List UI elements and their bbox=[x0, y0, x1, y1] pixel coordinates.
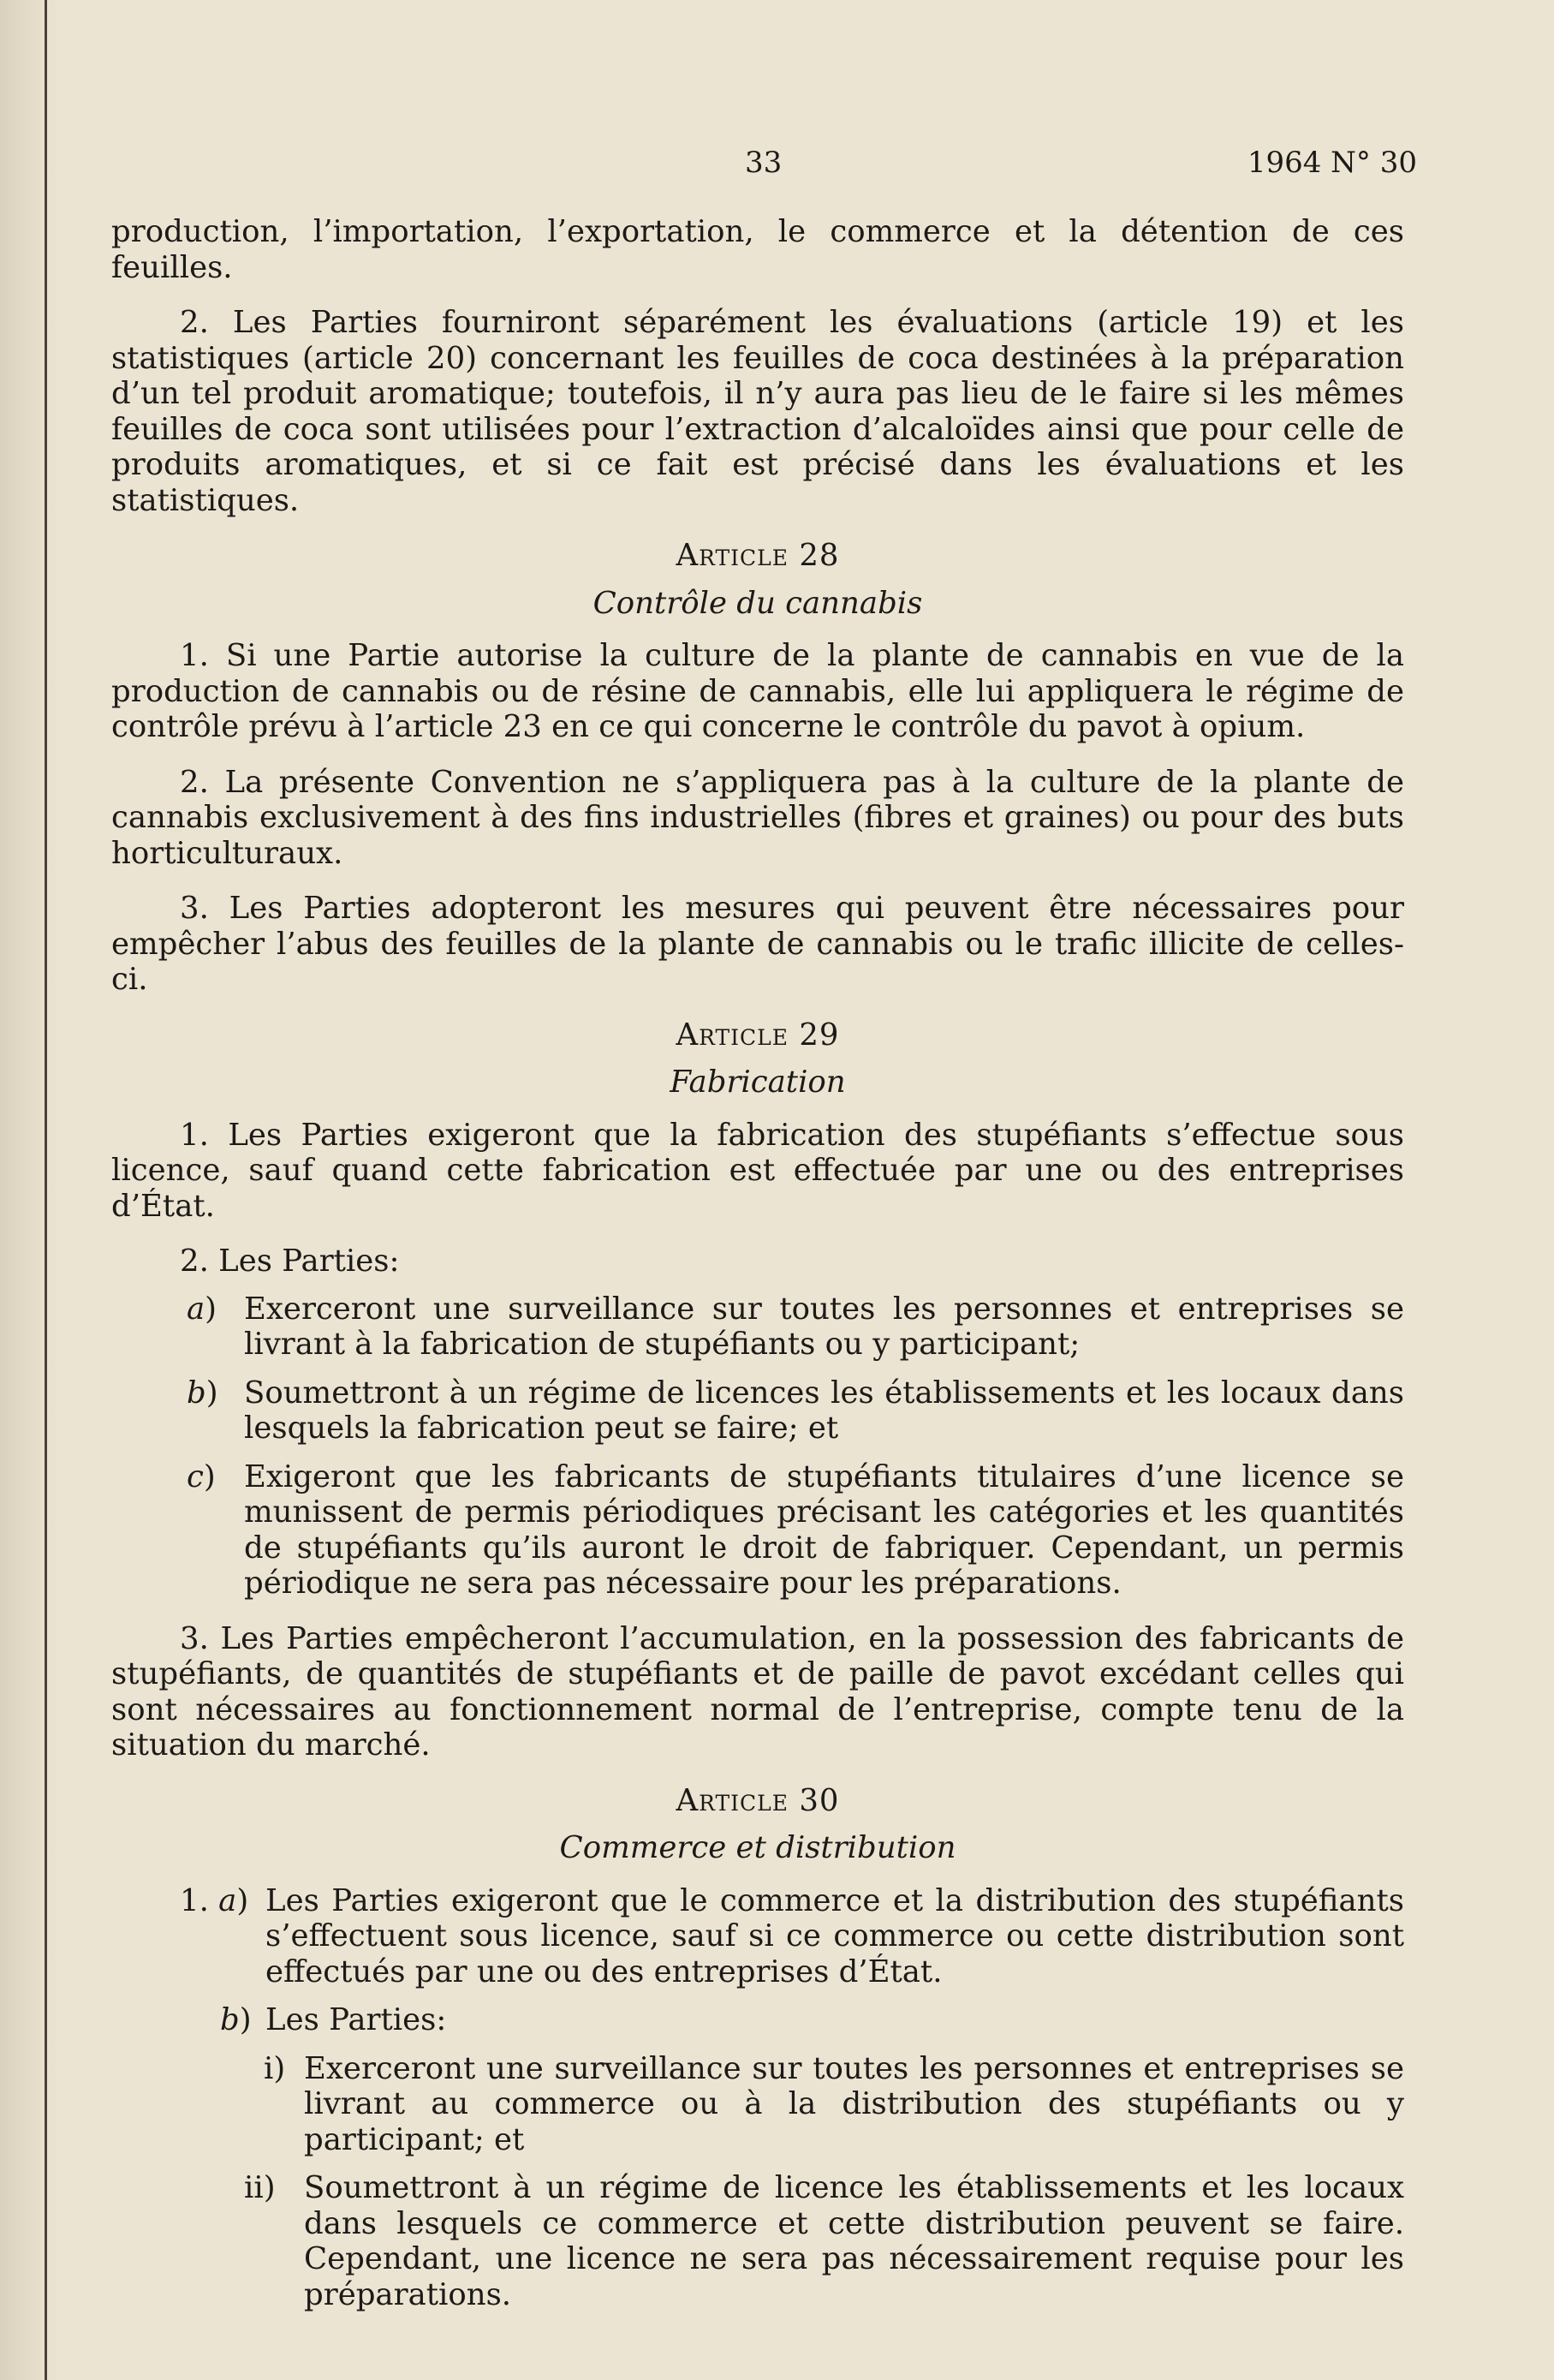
list-item-label: 1. a) bbox=[180, 1882, 249, 1918]
paragraph-28-3: 3. Les Parties adopteront les mesures qui peuvent être nécessaires pour empêcher l’abus des feuilles de la plante de cannabis ou le trafic illicite de celles-ci. bbox=[111, 891, 1404, 997]
article-28-title: Contrôle du cannabis bbox=[592, 585, 923, 621]
list-item-30-1-b-i bbox=[111, 2051, 1404, 2158]
list-item-label: ii) bbox=[244, 2170, 276, 2205]
page-header bbox=[111, 146, 1417, 188]
paragraph-29-2: 2. Les Parties: bbox=[180, 1244, 400, 1279]
list-item-label: a) bbox=[187, 1291, 217, 1327]
list-item-text: Soumettront à un régime de licences les établissements et les locaux dans lesquels la fabrication peut se faire; et bbox=[244, 1375, 1404, 1446]
paragraph-28-1: 1. Si une Partie autorise la culture de la plante de cannabis en vue de la production de cannabis ou de résine de cannabis, elle lui appliquera le régime de contrôle prévu à l’article 23 en ce qui concerne le contrôle du pavot à opium. bbox=[111, 638, 1404, 744]
list-item-text: Exerceront une surveillance sur toutes les personnes et entreprises se livrant à la fabrication de stupéfiants ou y participant; bbox=[244, 1291, 1404, 1362]
list-item-29-2-c bbox=[111, 1459, 1404, 1602]
document-body bbox=[111, 214, 1404, 2325]
list-item-label: b) bbox=[220, 2002, 252, 2037]
article-28-heading: Article 28 bbox=[676, 538, 840, 573]
series-info: 1964 N° 30 bbox=[1247, 146, 1417, 180]
list-item-30-1-a bbox=[111, 1883, 1404, 1990]
article-30-heading: Article 30 bbox=[676, 1782, 840, 1818]
list-item-30-1-b-ii bbox=[111, 2170, 1404, 2312]
paragraph-28-2: 2. La présente Convention ne s’appliquera pas à la culture de la plante de cannabis exclusivement à des fins industrielles (fibres et graines) ou pour des buts horticulturaux. bbox=[111, 764, 1404, 871]
page-binding-edge bbox=[0, 0, 60, 2380]
list-item-text: Les Parties exigeront que le commerce et la distribution des stupéfiants s’effectuent sous licence, sauf si ce commerce ou cette distribution sont effectués par une ou des entreprises d’État. bbox=[265, 1882, 1404, 1989]
list-item-text: Exigeront que les fabricants de stupéfiants titulaires d’une licence se munissent de permis périodiques précisant les catégories et les quantités de stupéfiants qu’ils auront le droit de fabriquer. Cependant, un permis périodique ne sera pas nécessaire pour les préparations. bbox=[244, 1458, 1404, 1601]
paragraph-27-2: 2. Les Parties fourniront séparément les évaluations (article 19) et les statistiques (article 20) concernant les feuilles de coca destinées à la préparation d’un tel produit aromatique; toutefois, il n’y aura pas lieu de le faire si les mêmes feuilles de coca sont utilisées pour l’extraction d’alcaloïdes ainsi que pour celle de produits aromatiques, et si ce fait est précisé dans les évaluations et les statistiques. bbox=[111, 305, 1404, 518]
page-number: 33 bbox=[745, 146, 783, 180]
article-29-heading: Article 29 bbox=[676, 1017, 840, 1053]
paragraph-29-3: 3. Les Parties empêcheront l’accumulation, en la possession des fabricants de stupéfiants, de quantités de stupéfiants et de paille de pavot excédant celles qui sont nécessaires au fonctionnement normal de l’entreprise, compte tenu de la situation du marché. bbox=[111, 1620, 1404, 1763]
article-30-title: Commerce et distribution bbox=[559, 1830, 956, 1865]
list-item-label: c) bbox=[187, 1458, 216, 1494]
paragraph-continuation: production, l’importation, l’exportation, le commerce et la détention de ces feuilles. bbox=[111, 214, 1404, 285]
list-item-29-2-a bbox=[111, 1291, 1404, 1363]
list-item-label: i) bbox=[264, 2050, 286, 2086]
paragraph-29-1: 1. Les Parties exigeront que la fabrication des stupéfiants s’effectue sous licence, sauf quand cette fabrication est effectuée par une ou des entreprises d’État. bbox=[111, 1117, 1404, 1224]
list-item-text: Exerceront une surveillance sur toutes les personnes et entreprises se livrant au commerce ou à la distribution des stupéfiants ou y participant; et bbox=[304, 2050, 1404, 2157]
list-item-label: b) bbox=[187, 1375, 218, 1411]
binding-shadow-line bbox=[45, 0, 47, 2380]
article-29-title: Fabrication bbox=[670, 1065, 846, 1100]
list-item-text: Soumettront à un régime de licence les établissements et les locaux dans lesquels ce commerce et cette distribution peuvent se faire. Cependant, une licence ne sera pas nécessairement requise pour les préparations. bbox=[304, 2170, 1404, 2312]
list-item-29-2-b bbox=[111, 1375, 1404, 1446]
list-item-30-1-b bbox=[111, 2002, 1404, 2038]
list-item-text: Les Parties: bbox=[265, 2002, 447, 2037]
